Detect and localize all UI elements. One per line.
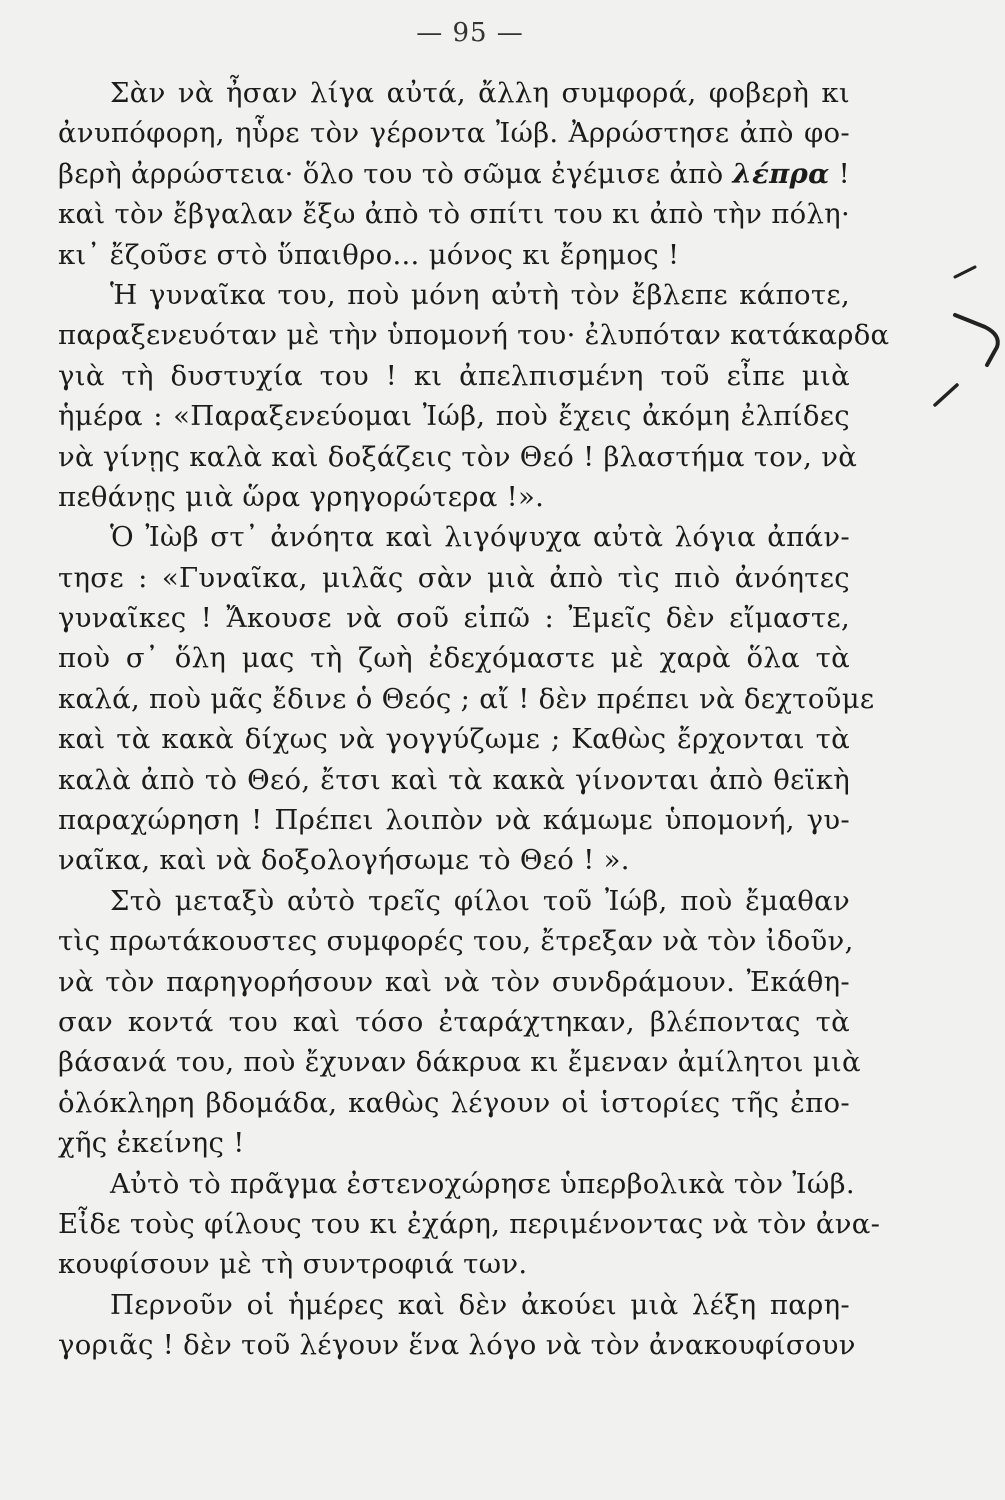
margin-pencil-marks [915,265,1005,425]
text-line: ναῖκα, καὶ νὰ δοξολογήσωμε τὸ Θεό ! ». [58,844,630,877]
text-line: τησε : «Γυναῖκα, μιλᾶς σὰν μιὰ ἀπὸ τὶς πιὸ ἀνόητες [58,561,850,594]
text-line: τὶς πρωτάκουστες συμφορές του, ἔτρεξαν νὰ τὸν ἰδοῦν, [58,925,854,958]
text-line: Ὁ Ἰὼβ στ᾽ ἀνόητα καὶ λιγόψυχα αὐτὰ λόγια ἀπάν- [110,521,850,554]
text-line: καλά, ποὺ μᾶς ἔδινε ὁ Θεός ; αἴ ! δὲν πρέπει νὰ δεχτοῦμε [58,682,875,715]
text-line: Ἡ γυναῖκα του, ποὺ μόνη αὐτὴ τὸν ἔβλεπε κάποτε, [110,278,850,311]
text-line: χῆς ἐκείνης ! [58,1127,245,1160]
pencil-stroke [955,267,975,277]
text-line: καὶ τὰ κακὰ δίχως νὰ γογγύζωμε ; Καθὼς ἔρχονται τὰ [58,723,850,756]
paragraph-1 [58,73,850,275]
paragraph-3 [58,517,875,881]
text-line: ἀνυπόφορη, ηὗρε τὸν γέροντα Ἰώβ. Ἀρρώστησε ἀπὸ φο- [58,117,850,150]
text-line: Στὸ μεταξὺ αὐτὸ τρεῖς φίλοι τοῦ Ἰώβ, ποὺ ἔμαθαν [110,884,850,917]
text-line: κουφίσουν μὲ τὴ συντροφιά των. [58,1248,528,1281]
page-number: — 95 — [416,18,524,48]
text-line: βάσανά του, ποὺ ἔχυναν δάκρυα κι ἔμεναν ἀμίλητοι μιὰ [58,1046,861,1079]
text-line: παραξενευόταν μὲ τὴν ὑπομονή του· ἐλυπόταν κατάκαρδα [58,319,890,352]
text-line: καλὰ ἀπὸ τὸ Θεό, ἔτσι καὶ τὰ κακὰ γίνονται ἀπὸ θεϊκὴ [58,763,850,796]
text-line: Αὐτὸ τὸ πρᾶγμα ἐστενοχώρησε ὑπερβολικὰ τὸν Ἰώβ. [110,1167,855,1200]
text-line: καὶ τὸν ἔβγαλαν ἔξω ἀπὸ τὸ σπίτι του κι ἀπὸ τὴν πόλη· [58,198,850,231]
pencil-stroke [935,385,957,405]
text-line: παραχώρηση ! Πρέπει λοιπὸν νὰ κάμωμε ὑπομονή, γυ- [58,804,850,837]
text-line: γυναῖκες ! Ἄκουσε νὰ σοῦ εἰπῶ : Ἐμεῖς δὲν εἴμαστε, [58,602,850,635]
paragraph-2 [58,275,890,517]
paragraph-6 [58,1285,856,1366]
text-line: σαν κοντά του καὶ τόσο ἐταράχτηκαν, βλέποντας τὰ [58,1005,850,1038]
text-line: Εἶδε τοὺς φίλους του κι ἐχάρη, περιμένοντας νὰ τὸν ἀνα- [58,1207,881,1240]
body-text [58,73,890,1366]
text-line: Σὰν νὰ ἦσαν λίγα αὐτά, ἄλλη συμφορά, φοβερὴ κι [110,77,850,109]
text-line: ἡμέρα : «Παραξενεύομαι Ἰώβ, ποὺ ἔχεις ἀκόμη ἐλπίδες [58,400,850,433]
text-line: Περνοῦν οἱ ἡμέρες καὶ δὲν ἀκούει μιὰ λέξη παρη- [110,1288,850,1321]
text-line: βερὴ ἀρρώστεια· ὅλο του τὸ σῶμα ἐγέμισε ἀπὸ λέπρα ! [58,157,850,190]
text-line: νὰ τὸν παρηγορήσουν καὶ νὰ τὸν συνδράμουν. Ἐκάθη- [58,965,850,998]
emphasized-word: λέπρα [732,157,830,190]
text-line: γιὰ τὴ δυστυχία του ! κι ἀπελπισμένη τοῦ εἶπε μιὰ [58,359,850,392]
paragraph-5 [58,1164,881,1285]
pencil-bracket [955,315,998,365]
text-line: ὁλόκληρη βδομάδα, καθὼς λέγουν οἱ ἱστορίες τῆς ἐπο- [58,1086,850,1119]
text-line: νὰ γίνῃς καλὰ καὶ δοξάζεις τὸν Θεό ! βλαστήμα τον, νὰ [58,440,858,473]
text-line: πεθάνῃς μιὰ ὥρα γρηγορώτερα !». [58,480,545,513]
text-line: ποὺ σ᾽ ὅλη μας τὴ ζωὴ ἐδεχόμαστε μὲ χαρὰ ὅλα τὰ [58,642,850,675]
text-line: γοριᾶς ! δὲν τοῦ λέγουν ἕνα λόγο νὰ τὸν ἀνακουφίσουν [58,1329,856,1362]
paragraph-4 [58,881,861,1164]
text-line: κι᾽ ἔζοῦσε στὸ ὕπαιθρο... μόνος κι ἔρημος ! [58,238,680,271]
